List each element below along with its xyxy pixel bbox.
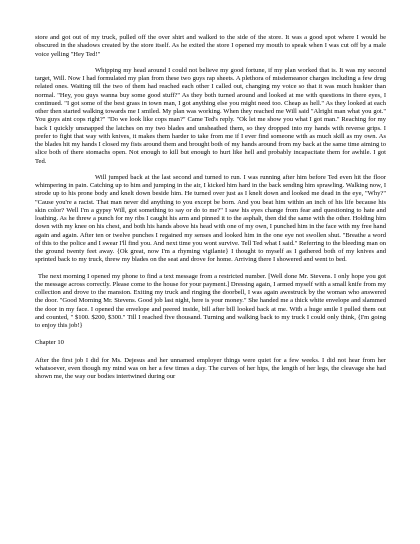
paragraph-1: store and got out of my truck, pulled off the over shirt and walked to the side of the store. It was a good spot where I would be obscured in the shadows created by the store itself. As he exited the store I opened my mouth to speak when I was cut off by a male voice yelling "Hey Ted!" [35, 34, 386, 58]
paragraph-4: The next morning I opened my phone to find a text message from a restricted number. [Well done Mr. Stevens. I only hope you got the message across correctly. Please come to the house for your payment.] Dressing again, I armed myself with a small knife from my collection and drove to the mansion. Exiting my truck and ringing the doorbell, I was again awestruck by the woman who answered the door. "Good Morning Mr. Stevens. Good job last night, here is your money." She handed me a thick white envelope and slammed the door in my face. I opened the envelope and peered inside, bill after bill looked back at me. With a huge smile I pulled them out and counted, " $100. $200, $300." Till I reached five thousand. Turning and walking back to my truck I could only think, {I'm going to enjoy this job!} [35, 272, 386, 329]
paragraph-5: After the first job I did for Ms. Dejesus and her unnamed employer things were quiet for a few weeks. I did not hear from her whatsoever, even though my mind was on her a few times a day. The curves of her hips, the length of her legs, the cleavage she had shown me, the way our bodies intertwined during our [35, 356, 386, 380]
paragraph-3: Will jumped back at the last second and turned to run. I was running after him before Ted even hit the floor whimpering in pain. Catching up to him and jumping in the air, I kicked him hard in the back sending him sprawling. Walking now, I strode up to his prone body and knelt down beside him. He turned over just as I knelt down and looked me dead in the eye, "Why?" "Cause you're a racist. That man never did anything to you except be born. And you beat him within an inch of his life because his skin color? Well I'm a gypsy Will, got something to say or do to me?" I saw his eyes change from fear and questioning to hate and loathing. As he threw a punch for my ribs I caught his arm and pinned it to the asphalt, then did the same with the other. Holding him down with my knee on his chest, and both his hands above his head with one of my own, I punched him in the face with my free hand again and again. After ten or twelve punches I regained my senses and looked him in the one eye not swollen shut. "Breathe a word of this to the police and I swear I'll find you. And next time you wont survive. Tell Ted what I said." Referring to the bleeding man on the ground twenty feet away. {Ok great, now I'm a rhyming vigilante} I thought to myself as I gathered both of my knives and sprinted back to my truck, threw my blades on the seat and drove for home. Arriving there I showered and went to bed. [35, 173, 386, 264]
chapter-heading: Chapter 10 [35, 339, 64, 347]
paragraph-2: Whipping my head around I could not believe my good fortune, if my plan worked that is. It was my second target, Will. Now I had formulated my plan from these two guys rap sheets. A plethora of misdemeanor charges including a few drug related ones. Waiting till the two of them had reached each other I called out, changing my voice so that it was much huskier than normal. "Hey, you guys wanna buy some good stuff?" As they both turned around and looked at me with questions in there eyes, I continued. "I got some of the best grass in town man, I got anything else you might need too. Cheap as hell." As they looked at each other then started walking towards me I smiled. My plan was working. When they reached me Will said "Alright man what you got." You guys aint cops right?" "Do we look like cops man?" Came Ted's reply. "Ok let me show you what I got man." Reaching for my back I quickly unsnapped the latches on my two blades and unsheathed them, so they dropped into my hands with reverse grips. I prefer to fight that way with knives, it makes them harder to take from me if I ever find someone with as much skill as my own. As the blades hit my hands I closed my fists around them and brought both of my hands around from my back at the same time aiming to slice both of there stomachs open. Not enough to kill but enough to hurt like hell and probably incapacitate them for awhile. I got Ted. [35, 66, 386, 165]
